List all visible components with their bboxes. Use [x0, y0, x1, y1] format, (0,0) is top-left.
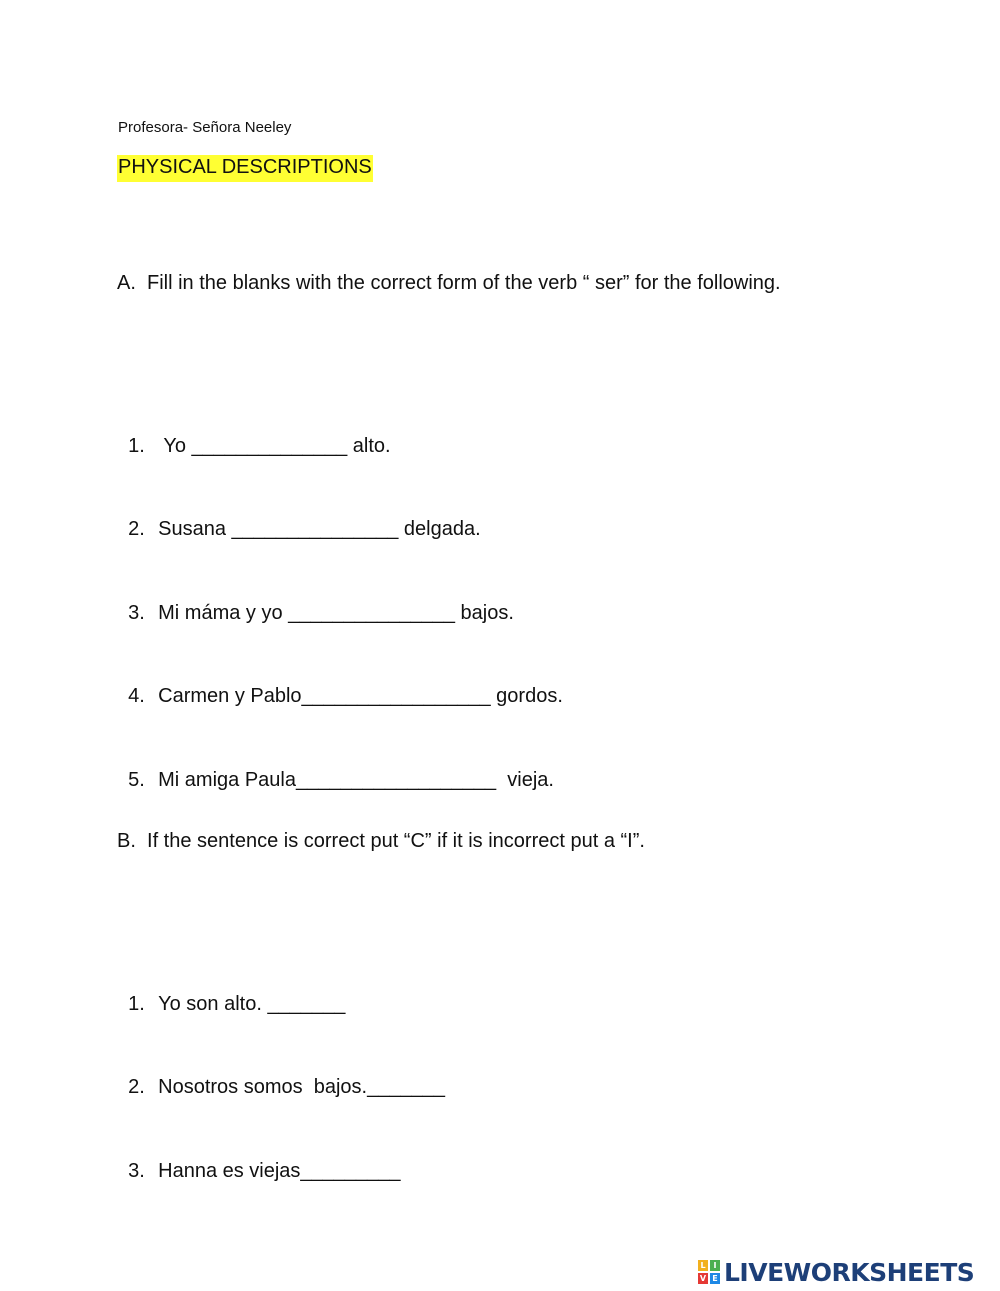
item-text: Mi máma y yo _______________ bajos.	[158, 602, 514, 624]
item-text: Nosotros somos bajos._______	[158, 1076, 445, 1098]
logo-letter-i: I	[710, 1260, 720, 1271]
logo-letter-v: V	[699, 1274, 707, 1283]
section-b-instruction: B. If the sentence is correct put “C” if it is incorrect put a “I”.	[117, 830, 645, 852]
liveworksheets-logo[interactable]	[698, 1258, 974, 1286]
section-a-item	[117, 579, 514, 625]
teacher-name: Profesora- Señora Neeley	[118, 119, 292, 136]
section-b-item	[117, 1137, 401, 1183]
section-a-item	[117, 662, 563, 708]
item-text: Mi amiga Paula__________________ vieja.	[158, 769, 554, 791]
item-text: Yo son alto. _______	[158, 993, 346, 1015]
worksheet-title: PHYSICAL DESCRIPTIONS	[117, 155, 373, 182]
item-number: 5.	[128, 769, 145, 791]
item-number: 2.	[128, 518, 145, 540]
section-a-item	[117, 495, 481, 541]
logo-letter-l: L	[698, 1260, 708, 1271]
item-number: 3.	[128, 1160, 145, 1182]
item-text: Carmen y Pablo_________________ gordos.	[158, 685, 563, 707]
item-text: Susana _______________ delgada.	[158, 518, 481, 540]
item-number: 1.	[128, 435, 145, 457]
logo-letter-e: E	[710, 1273, 720, 1284]
item-number: 4.	[128, 685, 145, 707]
section-b-item	[117, 1053, 445, 1099]
liveworksheets-logo-icon	[698, 1260, 720, 1284]
item-number: 3.	[128, 602, 145, 624]
item-text: Yo ______________ alto.	[158, 435, 391, 457]
item-text: Hanna es viejas_________	[158, 1160, 401, 1182]
section-a-item	[117, 746, 554, 792]
section-a-item	[117, 412, 391, 458]
item-number: 1.	[128, 993, 145, 1015]
logo-wordmark: LIVEWORKSHEETS	[724, 1257, 975, 1287]
item-number: 2.	[128, 1076, 145, 1098]
section-a-instruction: A. Fill in the blanks with the correct form of the verb “ ser” for the following.	[117, 272, 781, 294]
section-b-item	[117, 970, 345, 1016]
